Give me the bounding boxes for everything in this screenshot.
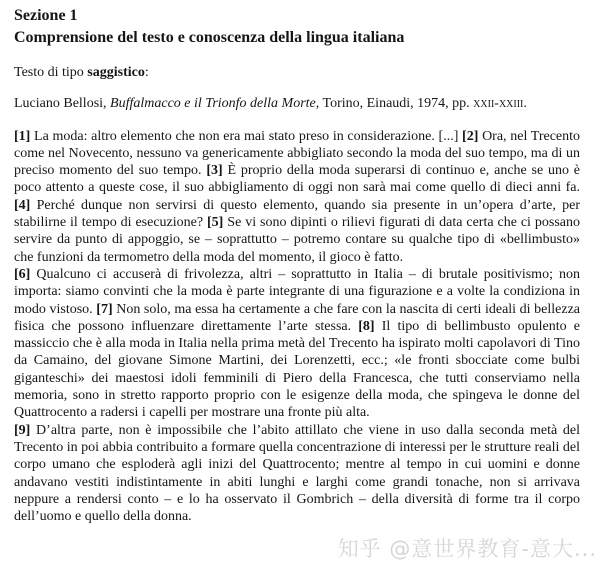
paragraph-text: La moda: altro elemento che non era mai stato preso in considerazione. [...] (34, 128, 463, 144)
citation-title: Buffalmacco e il Trionfo della Morte (110, 96, 316, 112)
paragraph-text: Perché dunque non servirsi di questo elemento, quando sia presente in un’opera d’arte, per stabilirne il tempo di esecuzione? (14, 197, 580, 231)
text-type-line (14, 64, 580, 81)
paragraph-marker: [8] (358, 318, 375, 334)
text-type-prefix: Testo di tipo (14, 65, 88, 80)
section-subtitle: Comprensione del testo e conoscenza della lingua italiana (14, 29, 405, 46)
text-type-emphasis: saggistico (87, 65, 145, 80)
paragraph-text: Qualcuno ci accuserà di frivolezza, altri – soprattutto in Italia – di brutale positivismo; non importa: siamo convinti che la moda è parte integrante di una figurazione e a volte la condiziona in modo vistoso. (14, 266, 580, 317)
watermark (338, 536, 597, 562)
text-paragraph (14, 266, 580, 422)
watermark-text: 知乎 @意世界教育-意大... (337, 537, 597, 561)
citation-pages: xxii-xxiii (473, 96, 524, 112)
paragraph-marker: [6] (14, 266, 31, 282)
paragraph-text: D’altra parte, non è impossibile che l’abito attillato che viene in uso dalla seconda metà del Trecento in poi abbia contribuito a formare quella concentrazione di interessi per le strutture reali del corpo umano che esploderà agli inizi del Quattrocento; mentre al tempo in cui uomini e donne andavano vestiti indistintamente in abiti lunghi e larghi come grandi tonache, non si arrivava neppure a rendersi conto – e lo ha osservato il Gombrich – della diversità di forme tra il corpo dell’uomo e quello della donna. (14, 422, 581, 525)
paragraph-marker: [1] (14, 128, 31, 144)
paragraph-marker: [5] (207, 215, 224, 231)
paragraph-text: È proprio della moda superarsi di continuo e, anche se uno è poco attento a queste cose, il suo abbigliamento di oggi non sarà mai come quello di dieci anni fa. (14, 163, 581, 196)
paragraph-marker: [3] (206, 163, 223, 179)
citation-line (14, 95, 580, 112)
citation-author: Luciano Bellosi, (14, 96, 111, 112)
paragraph-text: Il tipo di bellimbusto opulento e massiccio che è alla moda in Italia nella prima metà del Trecento ha ispirato molti capolavori di Tino da Camaino, del giovane Simone Martini, dei Lorenzetti, ecc.; «le fronti sbocciate come bulbi giganteschi» dei maestosi idoli femminili di Piero della Francesca, che tutti conserviamo nella memoria, sono in stretto rapporto proprio con le esigenze della moda, che spingeva le donne del Quattrocento a radersi i capelli per mostrare una fronte più alta. (14, 318, 581, 421)
paragraph-marker: [7] (96, 301, 113, 317)
document-header (14, 5, 580, 49)
text-paragraph (14, 422, 580, 526)
citation-end: . (523, 96, 527, 112)
paragraph-text: Non solo, ma essa ha certamente a che fare con la nascita di certi ideali di bellezza fisica che possono influenzare direttamente l’arte stessa. (14, 301, 581, 334)
paragraph-marker: [2] (462, 128, 479, 144)
paragraph-marker: [9] (14, 422, 31, 438)
paragraph-text: Se vi sono dipinti o rilievi figurati di data certa che ci possano servire da punto di appoggio, se – soprattutto – potremo contare su qualche tipo di «bellimbusto» che funzioni da termometro della moda del momento, il gioco è fatto. (14, 215, 580, 265)
paragraph-marker: [4] (14, 197, 31, 213)
text-type-suffix: : (144, 65, 149, 80)
paragraph-text: Ora, nel Trecento come nel Novecento, nessuno va genericamente abbigliato secondo la moda del suo tempo, ma di un preciso momento del suo tempo. (14, 128, 581, 179)
body-paragraphs (14, 128, 580, 526)
citation-publisher: , Torino, Einaudi, 1974, pp. (315, 96, 474, 112)
section-heading: Sezione 1 (14, 7, 78, 24)
text-paragraph (14, 128, 580, 266)
